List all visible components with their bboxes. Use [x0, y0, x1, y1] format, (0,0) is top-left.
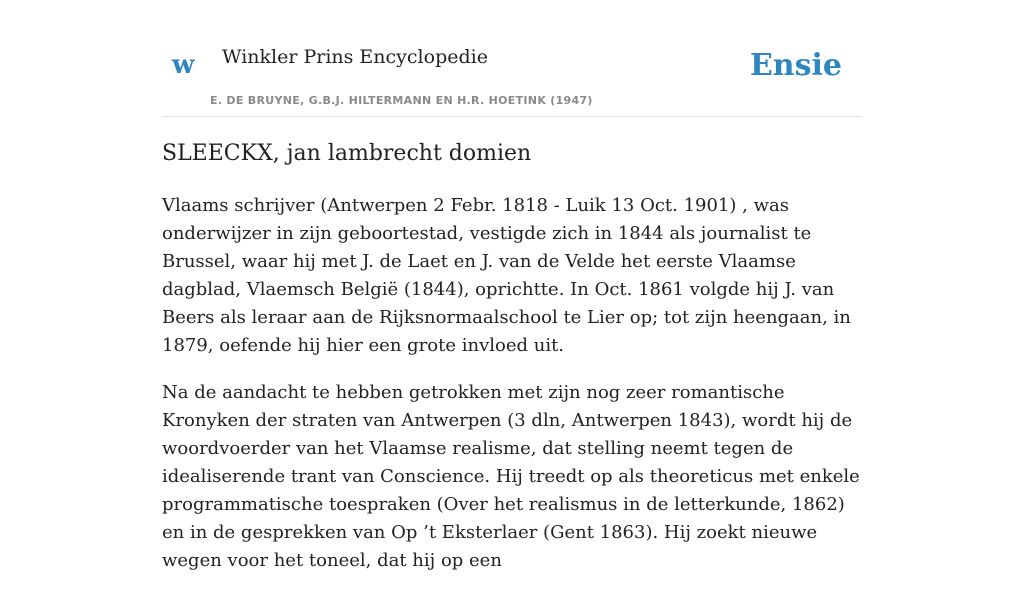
encyclopedia-logo[interactable]: w: [172, 50, 195, 80]
source-title[interactable]: Winkler Prins Encyclopedie: [222, 46, 488, 68]
page: [162, 0, 862, 571]
entry-title: SLEECKX, jan lambrecht domien: [162, 141, 532, 166]
paragraph: Na de aandacht te hebben getrokken met zijn nog zeer romantische Kronyken der straten van Antwerpen (3 dln, Antwerpen 1843), wordt hij de woordvoerder van het Vlaamse realisme, dat stelling neemt tegen de idealiserende trant van Conscience. Hij treedt op als theoreticus met enkele programmatische toespraken (Over het realismus in de letterkunde, 1862) en in de gesprekken van Op ’t Eksterlaer (Gent 1863). Hij zoekt nieuwe wegen voor het toneel, dat hij op een: [162, 382, 860, 571]
source-authors: E. DE BRUYNE, G.B.J. HILTERMANN EN H.R. HOETINK (1947): [210, 94, 593, 107]
ensie-logo[interactable]: Ensie: [749, 48, 842, 83]
paragraph: Vlaams schrijver (Antwerpen 2 Febr. 1818 - Luik 13 Oct. 1901) , was onderwijzer in zijn geboortestad, vestigde zich in 1844 als journalist te Brussel, waar hij met J. de Laet en J. van de Velde het eerste Vlaamse dagblad, Vlaemsch België (1844), oprichtte. In Oct. 1861 volgde hij J. van Beers als leraar aan de Rijksnormaalschool te Lier op; tot zijn heengaan, in 1879, oefende hij hier een grote invloed uit.: [162, 195, 851, 356]
header: [162, 0, 862, 117]
article-body: [162, 192, 862, 594]
